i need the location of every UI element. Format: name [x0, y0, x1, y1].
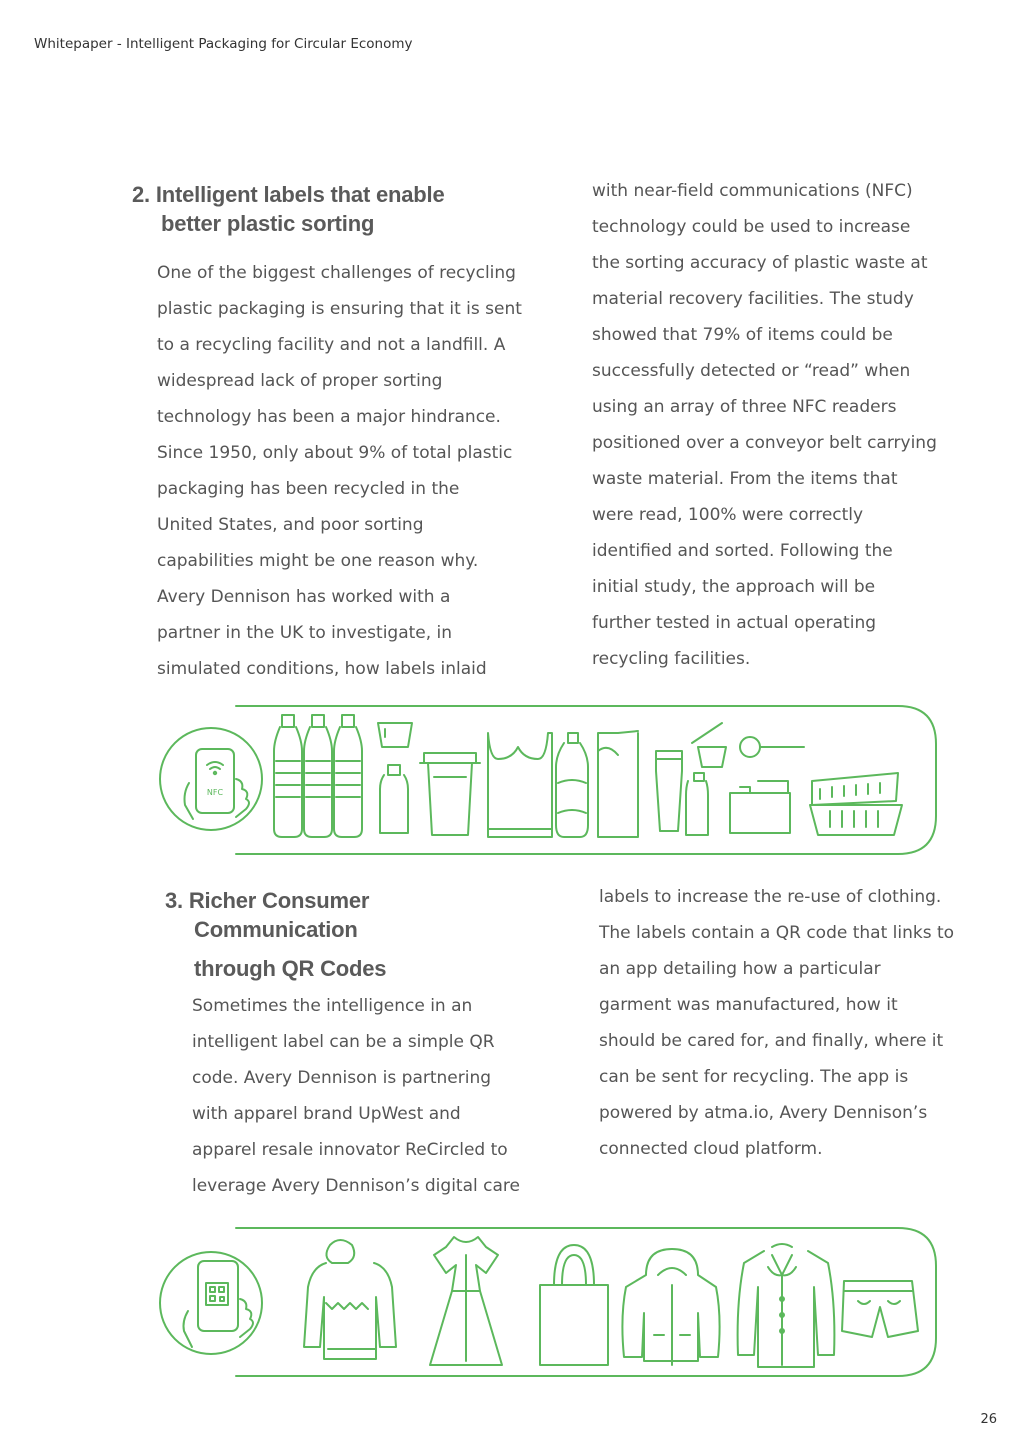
tote-bag-icon — [540, 1245, 608, 1365]
apparel-illustration — [158, 1225, 940, 1379]
text-line: One of the biggest challenges of recycling — [157, 263, 516, 283]
bottles-icon — [274, 715, 362, 837]
text-line: labels to increase the re-use of clothing. — [599, 887, 942, 907]
text-line: apparel resale innovator ReCircled to — [192, 1140, 508, 1160]
text-line: technology has been a major hindrance. — [157, 407, 501, 427]
document-header: Whitepaper - Intelligent Packaging for Circular Economy — [34, 36, 413, 52]
text-line: can be sent for recycling. The app is — [599, 1067, 909, 1087]
text-line: with near-field communications (NFC) — [592, 181, 913, 201]
section-2-right-column — [592, 173, 937, 677]
text-line: an app detailing how a particular — [599, 959, 881, 979]
text-line: successfully detected or “read” when — [592, 361, 911, 381]
section-2-heading-line2: better plastic sorting — [161, 211, 375, 236]
text-line: packaging has been recycled in the — [157, 479, 460, 499]
qr-phone-icon — [184, 1261, 254, 1347]
text-line: garment was manufactured, how it — [599, 995, 898, 1015]
section-3-heading — [165, 886, 386, 983]
text-line: recycling facilities. — [592, 649, 751, 669]
text-line: connected cloud platform. — [599, 1139, 823, 1159]
text-line: leverage Avery Dennison’s digital care — [192, 1176, 520, 1196]
nfc-phone-icon — [185, 749, 250, 819]
text-line: using an array of three NFC readers — [592, 397, 897, 417]
text-line: were read, 100% were correctly — [592, 505, 864, 525]
section-3-heading-line2: Communication — [194, 917, 358, 942]
text-line: waste material. From the items that — [592, 469, 898, 489]
page-number: 26 — [980, 1412, 997, 1427]
text-line: initial study, the approach will be — [592, 577, 876, 597]
text-line: widespread lack of proper sorting — [157, 371, 443, 391]
section-2-left-column — [157, 255, 522, 687]
section-3-heading-line1: 3. Richer Consumer — [165, 888, 370, 913]
section-3-right-column — [599, 879, 954, 1167]
text-line: partner in the UK to investigate, in — [157, 623, 453, 643]
text-line: plastic packaging is ensuring that it is sent — [157, 299, 522, 319]
text-line: positioned over a conveyor belt carrying — [592, 433, 937, 453]
text-line: identified and sorted. Following the — [592, 541, 893, 561]
text-line: the sorting accuracy of plastic waste at — [592, 253, 928, 273]
text-line: Since 1950, only about 9% of total plastic — [157, 443, 513, 463]
section-2-heading — [132, 180, 444, 238]
text-line: simulated conditions, how labels inlaid — [157, 659, 487, 679]
text-line: powered by atma.io, Avery Dennison’s — [599, 1103, 928, 1123]
section-2-heading-line1: 2. Intelligent labels that enable — [132, 182, 445, 207]
hoodie-icon — [622, 1249, 719, 1365]
text-line: Avery Dennison has worked with a — [157, 587, 451, 607]
text-line: The labels contain a QR code that links to — [599, 923, 955, 943]
section-3-heading-line3: through QR Codes — [194, 956, 387, 981]
blouse-icon — [738, 1244, 835, 1367]
text-line: code. Avery Dennison is partnering — [192, 1068, 492, 1088]
text-line: should be cared for, and finally, where it — [599, 1031, 944, 1051]
shorts-icon — [842, 1281, 918, 1337]
sweater-icon — [304, 1240, 396, 1359]
section-3-left-column — [192, 988, 520, 1204]
text-line: technology could be used to increase — [592, 217, 911, 237]
text-line: United States, and poor sorting — [157, 515, 424, 535]
text-line: intelligent label can be a simple QR — [192, 1032, 495, 1052]
text-line: further tested in actual operating — [592, 613, 877, 633]
nfc-label: NFC — [206, 788, 224, 797]
text-line: capabilities might be one reason why. — [157, 551, 479, 571]
text-line: showed that 79% of items could be — [592, 325, 893, 345]
text-line: Sometimes the intelligence in an — [192, 996, 473, 1016]
plastic-packaging-illustration — [158, 703, 940, 857]
text-line: with apparel brand UpWest and — [192, 1104, 461, 1124]
text-line: material recovery facilities. The study — [592, 289, 914, 309]
text-line: to a recycling facility and not a landfill. A — [157, 335, 506, 355]
dress-icon — [430, 1237, 502, 1365]
